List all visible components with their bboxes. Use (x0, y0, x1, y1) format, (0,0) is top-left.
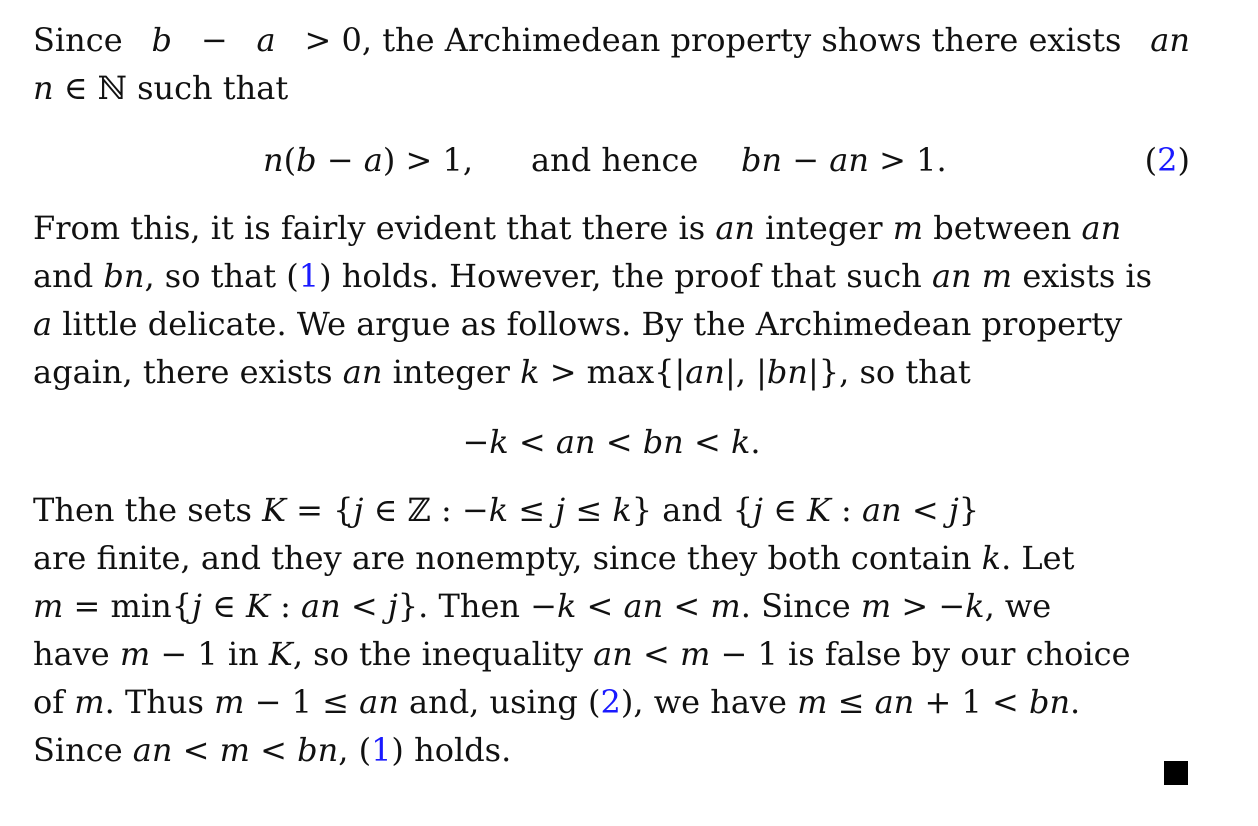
equation-rhs: bn − an > 1. (741, 141, 947, 179)
text-line: From this, it is fairly evident that there is an integer m between an (33, 209, 1122, 247)
text-line: Since an < m < bn, (1) holds. (33, 731, 512, 769)
text-line: a little delicate. We argue as follows. By the Archimedean property (33, 305, 1123, 343)
text-line: are finite, and they are nonempty, since they both contain k. Let (33, 539, 1075, 577)
text-line: m = min{j ∈ K : an < j}. Then −k < an < m. Since m > −k, we (33, 587, 1052, 625)
equation-connective: and hence (531, 141, 699, 179)
text-line: Since b − a > 0, the Archimedean property shows there exists an (33, 21, 1190, 59)
equation-number: (2) (1144, 141, 1190, 179)
text-line: of m. Thus m − 1 ≤ an and, using (2), we have m ≤ an + 1 < bn. (33, 683, 1081, 721)
qed-square-icon (1164, 761, 1188, 785)
equation-display: −k < an < bn < k. (462, 423, 761, 461)
text-line: Then the sets K = {j ∈ ℤ : −k ≤ j ≤ k} and {j ∈ K : an < j} (33, 491, 980, 529)
text-line: have m − 1 in K, so the inequality an < m − 1 is false by our choice (33, 635, 1131, 673)
equation-lhs: n(b − a) > 1, (263, 141, 473, 179)
text-line: again, there exists an integer k > max{|an|, |bn|}, so that (33, 353, 971, 391)
text-line: n ∈ ℕ such that (33, 69, 289, 107)
text-line: and bn, so that (1) holds. However, the proof that such an m exists is (33, 257, 1153, 295)
